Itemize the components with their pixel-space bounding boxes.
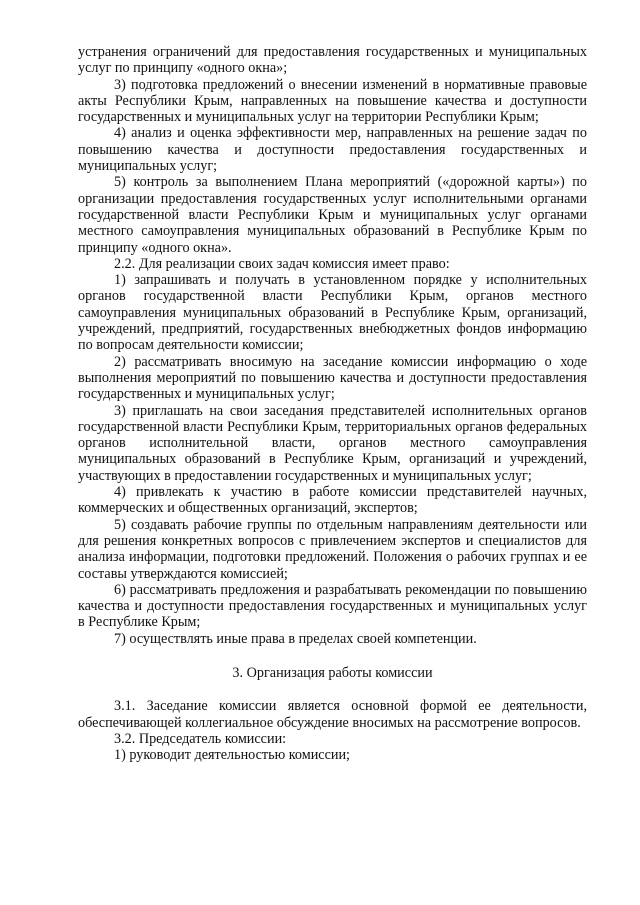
section-heading: 3. Организация работы комиссии — [232, 664, 433, 681]
paragraph-right-2: 2) рассматривать вносимую на заседание комиссии информацию о ходе выполнения мероприятий по повышению качества и доступности предоставления государственных и муниципальных услуг; — [78, 353, 587, 403]
paragraph-3-1: 3.1. Заседание комиссии является основной формой ее деятельности, обеспечивающей коллегиальное обсуждение вносимых на рассмотрение вопросов. — [78, 698, 587, 731]
paragraph-right-4: 4) привлекать к участию в работе комиссии представителей научных, коммерческих и общественных организаций, экспертов; — [78, 484, 587, 517]
paragraph-right-3: 3) приглашать на свои заседания представителей исполнительных органов государственной власти Республики Крым, территориальных органов федеральных органов исполнительной власти, органов местного самоуправления муниципальных образований в Республике Крым, организаций и учреждений, участвующих в предоставлении государственных и муниципальных услуг; — [78, 402, 587, 484]
paragraph-item-3: 3) подготовка предложений о внесении изменений в нормативные правовые акты Республики Крым, направленных на повышение качества и доступности государственных и муниципальных услуг на территории Республики Крым; — [78, 76, 587, 126]
document-page — [78, 44, 587, 763]
paragraph-item-4: 4) анализ и оценка эффективности мер, направленных на решение задач по повышению качества и доступности предоставления государственных и муниципальных услуг; — [78, 125, 587, 175]
paragraph-chair-1: 1) руководит деятельностью комиссии; — [114, 747, 351, 764]
paragraph-right-1: 1) запрашивать и получать в установленном порядке у исполнительных органов государственной власти Республики Крым, органов местного самоуправления муниципальных образований в Республике Крым, организаций, учреждений, предприятий, государственных внебюджетных фондов информацию по вопросам деятельности комиссии; — [78, 272, 587, 354]
paragraph-continuation: устранения ограничений для предоставления государственных и муниципальных услуг по принципу «одного окна»; — [78, 44, 587, 77]
paragraph-right-6: 6) рассматривать предложения и разрабатывать рекомендации по повышению качества и доступности предоставления государственных и муниципальных услуг в Республике Крым; — [78, 581, 587, 631]
paragraph-right-7: 7) осуществлять иные права в пределах своей компетенции. — [114, 630, 477, 647]
paragraph-item-5: 5) контроль за выполнением Плана мероприятий («дорожной карты») по организации предоставления государственных услуг исполнительными органами государственной власти Республики Крым и муниципальных услуг органами местного самоуправления муниципальных образований в Республике Крым по принципу «одного окна». — [78, 174, 587, 256]
paragraph-right-5: 5) создавать рабочие группы по отдельным направлениям деятельности или для решения конкретных вопросов с привлечением экспертов и специалистов для анализа информации, подготовки предложений. Положения о рабочих группах и ее составы утверждаются комиссией; — [78, 516, 587, 582]
paragraph-3-2: 3.2. Председатель комиссии: — [114, 730, 287, 747]
paragraph-2-2: 2.2. Для реализации своих задач комиссия имеет право: — [114, 255, 450, 272]
